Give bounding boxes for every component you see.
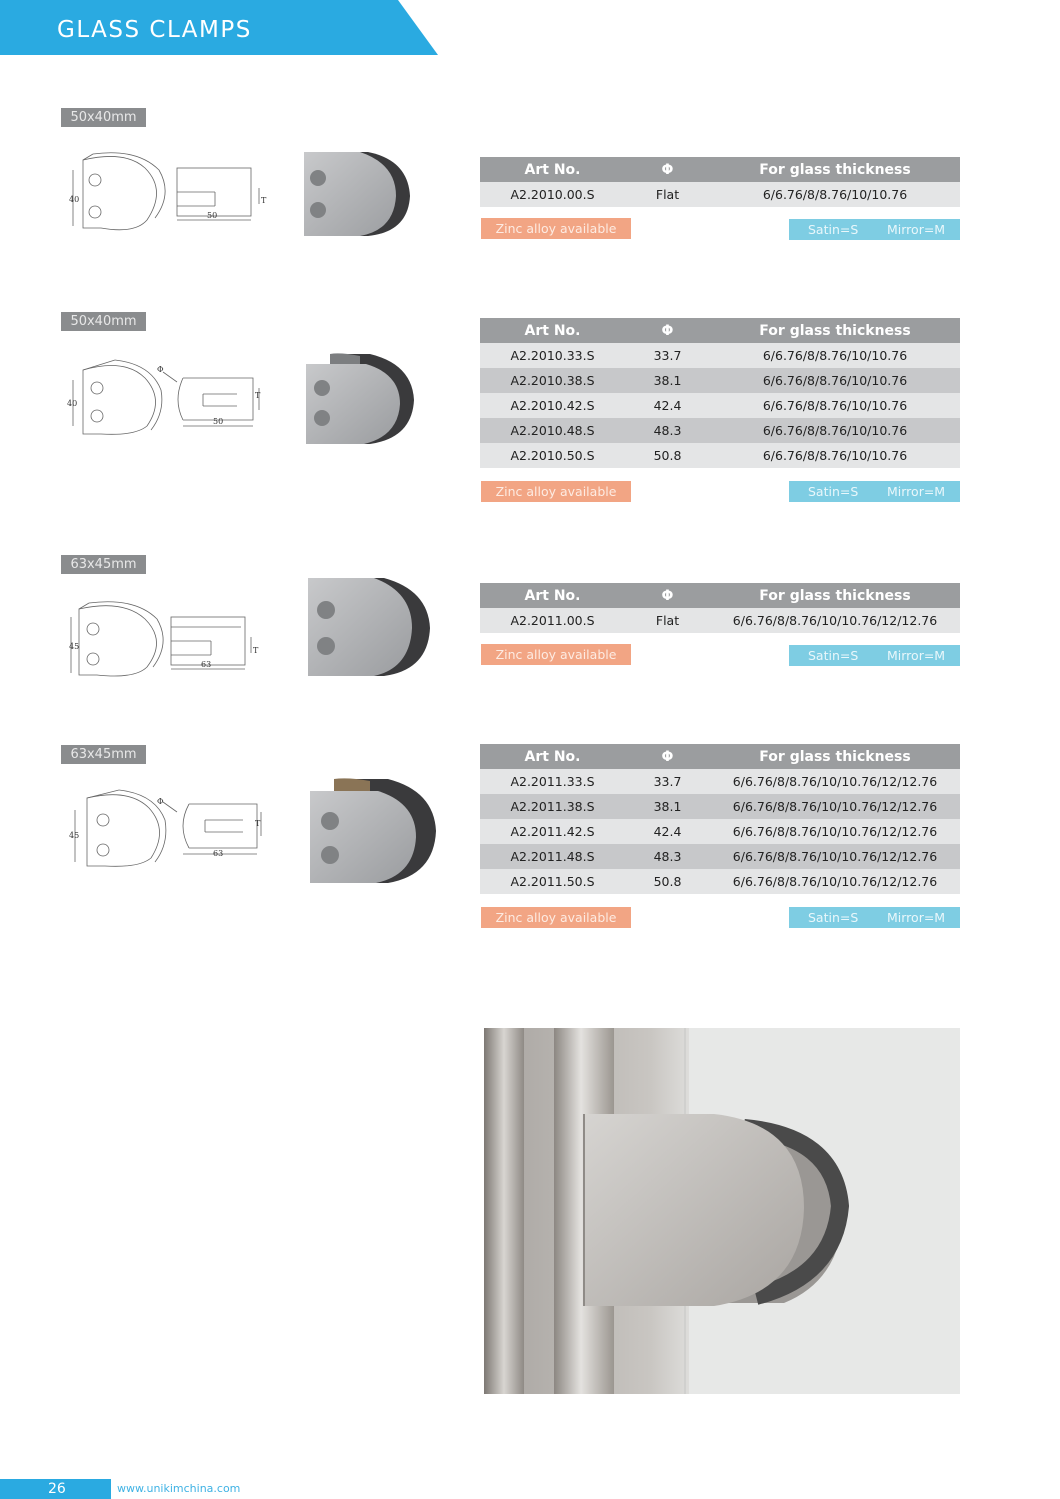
svg-text:Φ: Φ	[157, 797, 164, 806]
technical-drawing-flat-50x40	[65, 148, 270, 238]
table-row: A2.2011.50.S 50.8 6/6.76/8/8.76/10/10.76/12/12.76	[480, 869, 960, 894]
svg-text:63: 63	[201, 660, 212, 669]
product-photo-clamp	[298, 150, 416, 238]
svg-text:50: 50	[213, 417, 224, 426]
table-row: A2.2011.38.S 38.1 6/6.76/8/8.76/10/10.76/12/12.76	[480, 794, 960, 819]
size-tag: 50x40mm	[61, 312, 146, 331]
spec-table-4: Art No. Φ For glass thickness A2.2011.33.S 33.7 6/6.76/8/8.76/10/10.76/12/12.76 A2.2011.38.S 38.1 6/6.76/8/8.76/10/10.76/12/12.76 A2.2011.42.S 42.4 6/6.76/8/8.76/10/10.76/12/12.76 A2.2011.48.S 48.3 6/6.76/8/8.76/10/10.76/12/12.76 A2.2011.50.S 50.8 6/6.76/8/8.76/10/10.76/12/12.76	[480, 744, 960, 894]
table-row: A2.2011.48.S 48.3 6/6.76/8/8.76/10/10.76/12/12.76	[480, 844, 960, 869]
svg-text:T: T	[255, 391, 261, 400]
table-row: A2.2010.48.S 48.3 6/6.76/8/8.76/10/10.76	[480, 418, 960, 443]
table-row: A2.2010.50.S 50.8 6/6.76/8/8.76/10/10.76	[480, 443, 960, 468]
technical-drawing-round-63x45	[65, 782, 270, 872]
dim-width: 50	[207, 211, 218, 220]
installed-clamp-photo	[484, 1028, 960, 1394]
svg-text:Φ: Φ	[157, 365, 164, 374]
svg-text:T: T	[255, 819, 261, 828]
product-photo-clamp	[304, 775, 440, 887]
size-tag: 63x45mm	[61, 555, 146, 574]
table-row: A2.2010.33.S 33.7 6/6.76/8/8.76/10/10.76	[480, 343, 960, 368]
svg-text:T: T	[253, 646, 259, 655]
svg-text:40: 40	[67, 399, 78, 408]
table-row: A2.2010.00.S Flat 6/6.76/8/8.76/10/10.76	[480, 182, 960, 207]
finish-badge: Satin=S Mirror=M	[789, 907, 960, 928]
finish-badge: Satin=S Mirror=M	[789, 219, 960, 240]
table-row: A2.2010.42.S 42.4 6/6.76/8/8.76/10/10.76	[480, 393, 960, 418]
svg-text:45: 45	[69, 831, 80, 840]
table-row: A2.2011.00.S Flat 6/6.76/8/8.76/10/10.76/12/12.76	[480, 608, 960, 633]
svg-text:63: 63	[213, 849, 224, 858]
spec-table-2: Art No. Φ For glass thickness A2.2010.33.S 33.7 6/6.76/8/8.76/10/10.76 A2.2010.38.S 38.1 6/6.76/8/8.76/10/10.76 A2.2010.42.S 42.4 6/6.76/8/8.76/10/10.76 A2.2010.48.S 48.3 6/6.76/8/8.76/10/10.76 A2.2010.50.S 50.8 6/6.76/8/8.76/10/10.76	[480, 318, 960, 468]
zinc-alloy-badge: Zinc alloy available	[481, 644, 631, 665]
product-photo-clamp	[300, 350, 418, 448]
zinc-alloy-badge: Zinc alloy available	[481, 907, 631, 928]
page-title: GLASS CLAMPS	[57, 17, 252, 43]
product-photo-clamp	[302, 574, 434, 680]
technical-drawing-round-50x40	[65, 350, 270, 440]
dim-height: 40	[69, 195, 80, 204]
technical-drawing-flat-63x45	[65, 597, 270, 682]
size-tag: 50x40mm	[61, 108, 146, 127]
finish-badge: Satin=S Mirror=M	[789, 645, 960, 666]
table-row: A2.2011.33.S 33.7 6/6.76/8/8.76/10/10.76/12/12.76	[480, 769, 960, 794]
zinc-alloy-badge: Zinc alloy available	[481, 218, 631, 239]
size-tag: 63x45mm	[61, 745, 146, 764]
zinc-alloy-badge: Zinc alloy available	[481, 481, 631, 502]
dim-thickness: T	[261, 196, 267, 205]
footer-url[interactable]: www.unikimchina.com	[117, 1482, 241, 1495]
svg-text:45: 45	[69, 642, 80, 651]
page-number: 26	[48, 1481, 66, 1497]
finish-badge: Satin=S Mirror=M	[789, 481, 960, 502]
spec-table-1: Art No. Φ For glass thickness A2.2010.00.S Flat 6/6.76/8/8.76/10/10.76	[480, 157, 960, 207]
table-row: A2.2010.38.S 38.1 6/6.76/8/8.76/10/10.76	[480, 368, 960, 393]
spec-table-3: Art No. Φ For glass thickness A2.2011.00.S Flat 6/6.76/8/8.76/10/10.76/12/12.76	[480, 583, 960, 633]
table-row: A2.2011.42.S 42.4 6/6.76/8/8.76/10/10.76/12/12.76	[480, 819, 960, 844]
